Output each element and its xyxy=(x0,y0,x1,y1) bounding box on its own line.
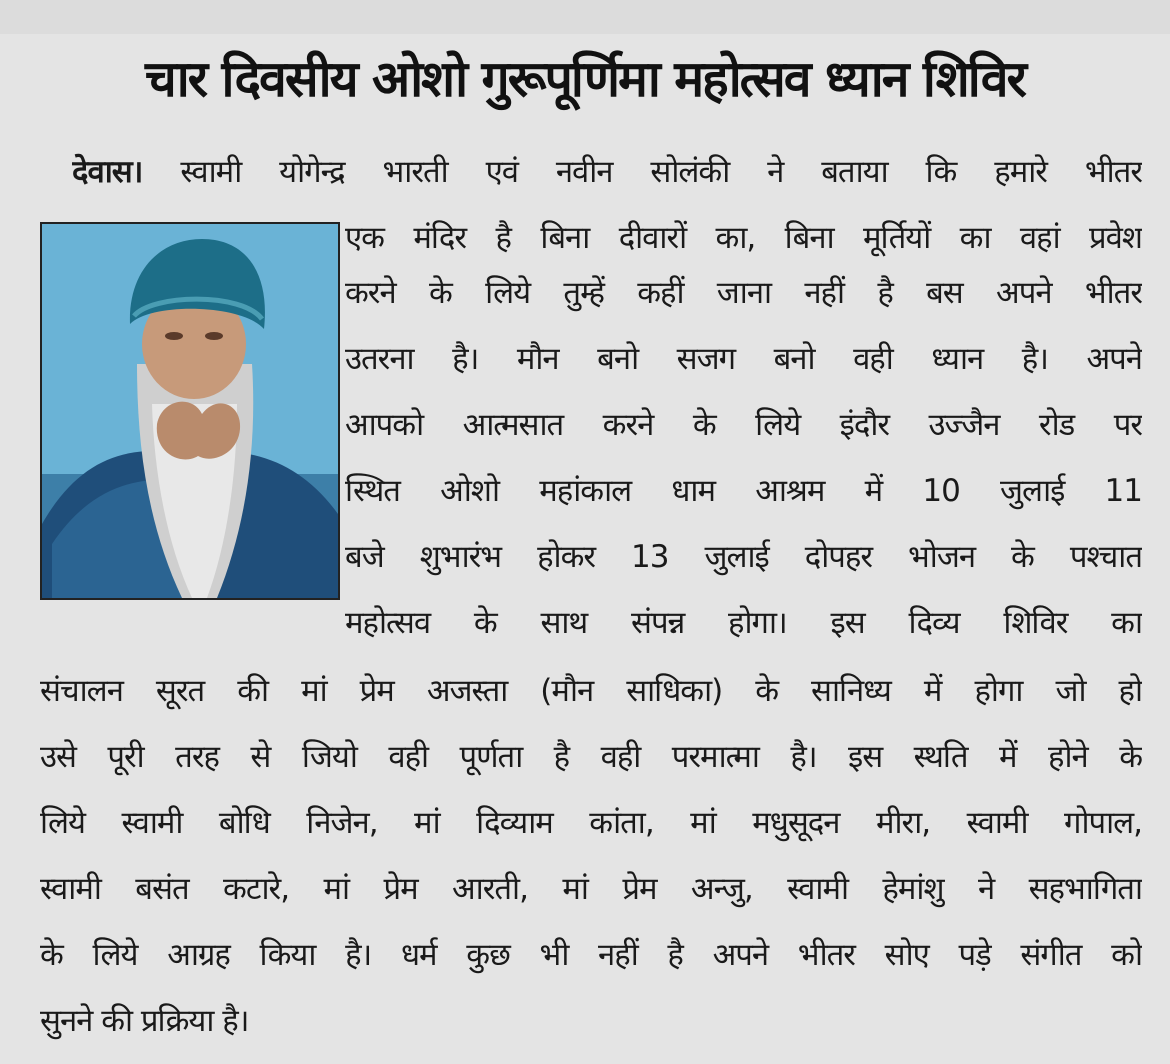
article-line-6: स्थित ओशो महांकाल धाम आश्रम में 10 जुलाई 11 xyxy=(345,473,1142,509)
article-line-2: एक मंदिर है बिना दीवारों का, बिना मूर्तियों का वहां प्रवेश xyxy=(345,220,1142,256)
article-line-8: महोत्सव के साथ संपन्न होगा। इस दिव्य शिविर का xyxy=(345,605,1142,641)
article-line-14: सुनने की प्रक्रिया है। xyxy=(40,1003,249,1039)
dateline: देवास। xyxy=(72,154,143,190)
article-line-9: संचालन सूरत की मां प्रेम अजस्ता (मौन साधिका) के सानिध्य में होगा जो हो xyxy=(40,673,1142,709)
article-line-4: उतरना है। मौन बनो सजग बनो वही ध्यान है। अपने xyxy=(345,341,1142,377)
article-line-11: लिये स्वामी बोधि निजेन, मां दिव्याम कांता, मां मधुसूदन मीरा, स्वामी गोपाल, xyxy=(40,805,1142,841)
article-line-13: के लिये आग्रह किया है। धर्म कुछ भी नहीं है अपने भीतर सोए पड़े संगीत को xyxy=(40,937,1142,973)
article-line-1 xyxy=(72,150,1142,194)
portrait-photo xyxy=(40,222,340,600)
article-line-10: उसे पूरी तरह से जियो वही पूर्णता है वही परमात्मा है। इस स्थति में होने के xyxy=(40,739,1142,775)
article-line-3: करने के लिये तुम्हें कहीं जाना नहीं है बस अपने भीतर xyxy=(345,275,1142,311)
article-line-12: स्वामी बसंत कटारे, मां प्रेम आरती, मां प्रेम अन्जु, स्वामी हेमांशु ने सहभागिता xyxy=(40,871,1142,907)
portrait-illustration xyxy=(42,224,338,598)
article-text: स्वामी योगेन्द्र भारती एवं नवीन सोलंकी ने बताया कि हमारे भीतर xyxy=(180,154,1142,190)
article-line-7: बजे शुभारंभ होकर 13 जुलाई दोपहर भोजन के पश्चात xyxy=(345,539,1142,575)
clipping-top-edge xyxy=(0,0,1170,34)
headline: चार दिवसीय ओशो गुरूपूर्णिमा महोत्सव ध्यान शिविर xyxy=(144,50,1026,108)
article-line-5: आपको आत्मसात करने के लिये इंदौर उज्जैन रोड पर xyxy=(345,407,1142,443)
